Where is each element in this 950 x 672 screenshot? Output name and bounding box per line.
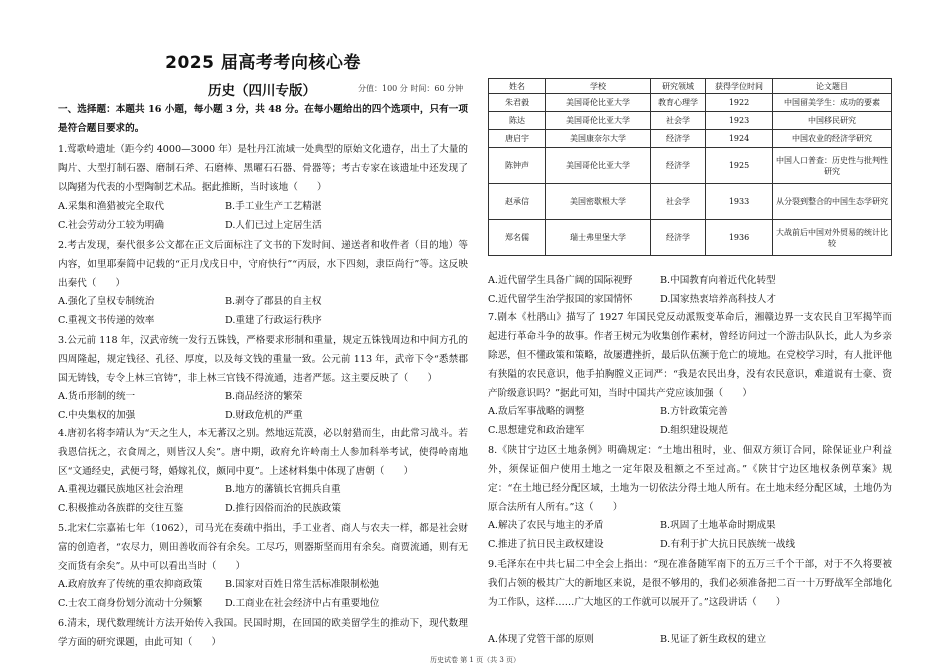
- table-row: [489, 130, 892, 148]
- q5-option-c: C.士农工商身份划分流动十分频繁: [58, 598, 203, 609]
- table-cell: 陈钟声: [489, 148, 546, 184]
- table-cell: 中国农业的经济学研究: [773, 130, 892, 148]
- table-row: [489, 184, 892, 220]
- table-row: [489, 148, 892, 184]
- q4-option-a: A.重视边疆民族地区社会治理: [58, 484, 184, 495]
- table-cell: 1925: [706, 148, 773, 184]
- q6-option-d: D.国家热衷培养高科技人才: [660, 294, 776, 305]
- q6-option-c: C.近代留学生治学报国的家国情怀: [488, 294, 633, 305]
- q4-option-b: B.地方的藩镇长官拥兵自重: [225, 484, 341, 495]
- table-header-row: [489, 79, 892, 94]
- table-cell: 1924: [706, 130, 773, 148]
- exam-title: 2025 届高考考向核心卷: [165, 53, 361, 73]
- score-info: 分值：100 分 时间：60 分钟: [358, 84, 464, 93]
- question-5-stem: 5.北宋仁宗嘉祐七年（1062），司马光在奏疏中指出，手工业者、商人与农夫一样，都是社会财富的创造者，“农尽力，则田善收而谷有余矣。工尽巧，则器斯坚而用有余矣。商贾流通，则有无交而货有余矣”。从中可以看出当时（ ）: [58, 523, 468, 572]
- q2-option-a: A.强化了皇权专制统治: [58, 296, 155, 307]
- table-row: [489, 220, 892, 256]
- table-cell: 1923: [706, 112, 773, 130]
- question-8-stem: 8.《陕甘宁边区土地条例》明确规定：“土地出租时，业、佃双方须订合同，除保证业户利益外，须保证佃户使用土地之一定年限及租额之不至过高。”《陕甘宁边区地权条例草案》规定：“在土地已经分配区域，土地为一切依法分得土地人所有。在土地未经分配区域，土地仍为原合法所有人所有。”这（ ）: [488, 445, 892, 513]
- q2-option-c: C.重视文书传递的效率: [58, 315, 155, 326]
- q7-option-c: C.思想建党和政治建军: [488, 425, 585, 436]
- q8-option-a: A.解决了农民与地主的矛盾: [488, 520, 604, 531]
- table-cell: 大战前后中国对外贸易的统计比较: [773, 220, 892, 256]
- q6-option-a: A.近代留学生具备广阔的国际视野: [488, 275, 633, 286]
- q3-option-c: C.中央集权的加强: [58, 410, 136, 421]
- question-2-stem: 2.考古发现，秦代很多公文都在正文后面标注了文书的下发时间、递送者和收件者（目的地）等内容，如里耶秦简中记载的“正月戊戌日中，守府快行”“丙辰，水下四刻，隶臣尚行”等。这反映出秦代（ ）: [58, 240, 468, 289]
- question-6-stem: 6.清末，现代数理统计方法开始传入我国。民国时期，在回国的欧美留学生的推动下，现代数理学方面的研究课题，由此可知（ ）: [58, 618, 468, 648]
- table-cell: 瑞士弗里堡大学: [546, 220, 651, 256]
- table-cell: 1936: [706, 220, 773, 256]
- question-1-stem: 1.莺歌岭遗址（距今约 4000—3000 年）是牡丹江流域一处典型的原始文化遗存，出土了大量的陶片、大型打制石器、磨制石斧、石磨棒、黑曜石石器、骨器等；考古专家在该遗址中还发现了以陶猪为代表的小型陶制艺术品。据此推断，当时该地（ ）: [58, 144, 468, 193]
- table-cell: 朱君毅: [489, 94, 546, 112]
- table-cell: 1922: [706, 94, 773, 112]
- q6-option-b: B.中国教育向着近代化转型: [660, 275, 776, 286]
- table-header-cell: 论文题目: [773, 79, 892, 94]
- q9-option-b: B.见证了新生政权的建立: [660, 634, 767, 645]
- q8-option-c: C.推进了抗日民主政权建设: [488, 539, 604, 550]
- q2-option-d: D.重建了行政运行秩序: [225, 315, 322, 326]
- table-header-cell: 研究领域: [651, 79, 706, 94]
- exam-subtitle: 历史（四川专版）: [208, 83, 316, 99]
- table-cell: 美国哥伦比亚大学: [546, 94, 651, 112]
- q1-option-a: A.采集和渔猎被完全取代: [58, 201, 164, 212]
- table-cell: 中国移民研究: [773, 112, 892, 130]
- q4-option-c: C.积极推动各族群的交往互鉴: [58, 503, 184, 514]
- table-header-cell: 获得学位时间: [706, 79, 773, 94]
- q3-option-b: B.商品经济的繁荣: [225, 391, 303, 402]
- table-cell: 从分裂到整合的中国生态学研究: [773, 184, 892, 220]
- table-cell: 经济学: [651, 220, 706, 256]
- table-cell: 社会学: [651, 112, 706, 130]
- table-cell: 经济学: [651, 148, 706, 184]
- question-7-stem: 7.剧本《杜鹃山》描写了 1927 年国民党反动派叛变革命后，湘赣边界一支农民自卫军揭竿而起进行革命斗争的故事。作者王树元为收集创作素材，曾经访问过一个游击队队长，此人为乡亲除恶，但不懂政策和策略，故屡遭挫折，最后队伍濒于危亡的境地。在党校学习时，有人批评他有狭隘的农民意识，他手拍胸膛义正词严：“我是农民出身，没有农民意识，难道说有士豪、资产阶级意识吗？”据此可知，当时中国共产党应该加强（ ）: [488, 312, 892, 399]
- page-footer: 历史试卷 第 1 页（共 3 页）: [429, 656, 521, 664]
- table-cell: 美国密歇根大学: [546, 184, 651, 220]
- q5-option-d: D.工商业在社会经济中占有重要地位: [225, 598, 380, 609]
- q2-option-b: B.剥夺了郡县的自主权: [225, 296, 322, 307]
- table-cell: 中国人口普查：历史性与批判性研究: [773, 148, 892, 184]
- q8-option-d: D.有利于扩大抗日民族统一战线: [660, 539, 796, 550]
- table-cell: 美国康奈尔大学: [546, 130, 651, 148]
- table-cell: 陈达: [489, 112, 546, 130]
- table-cell: 社会学: [651, 184, 706, 220]
- question-9-stem: 9.毛泽东在中共七届二中全会上指出：“现在准备随军南下的五万三千个干部，对于不久将要被我们占领的极其广大的新地区来说，是很不够用的，我们必须准备把二百一十万野战军全部地化为工作队，这样……广大地区的工作就可以展开了。”这段讲话（ ）: [488, 559, 892, 608]
- q1-option-c: C.社会劳动分工较为明确: [58, 220, 164, 231]
- q1-option-d: D.人们已过上定居生活: [225, 220, 322, 231]
- table-cell: 郑名儒: [489, 220, 546, 256]
- table-header-cell: 学校: [546, 79, 651, 94]
- table-cell: 教育心理学: [651, 94, 706, 112]
- table-cell: 美国哥伦比亚大学: [546, 148, 651, 184]
- q7-option-d: D.组织建设规范: [660, 425, 728, 436]
- q3-option-d: D.财政危机的严重: [225, 410, 303, 421]
- q4-option-d: D.推行因俗而治的民族政策: [225, 503, 341, 514]
- q9-option-a: A.体现了党管干部的原则: [488, 634, 594, 645]
- q5-option-b: B.国家对百姓日常生活标准限制松弛: [225, 579, 380, 590]
- q5-option-a: A.政府放弃了传统的重农抑商政策: [58, 579, 203, 590]
- table-cell: 美国哥伦比亚大学: [546, 112, 651, 130]
- table-cell: 中国留美学生：成功的要素: [773, 94, 892, 112]
- q7-option-a: A.敌后军事战略的调整: [488, 406, 585, 417]
- table-row: [489, 112, 892, 130]
- section-heading: 一、选择题：本题共 16 小题，每小题 3 分，共 48 分。在每小题给出的四个选项中，只有一项是符合题目要求的。: [58, 104, 468, 134]
- table-cell: 1933: [706, 184, 773, 220]
- q3-option-a: A.货币形制的统一: [58, 391, 136, 402]
- table-cell: 赵承信: [489, 184, 546, 220]
- q1-option-b: B.手工业生产工艺精湛: [225, 201, 322, 212]
- question-3-stem: 3.公元前 118 年，汉武帝统一发行五铢钱，严格要求形制和重量，规定五铢钱周边和中间方孔的四周隆起，规定钱径、孔径、厚度，以及每文钱的重量一致。公元前 113 年，武帝下令“悉禁郡国无铸钱，专令上林三官铸”，非上林三官钱不得流通，违者严惩。这主要反映了（ ）: [58, 335, 468, 384]
- table-cell: 经济学: [651, 130, 706, 148]
- table-row: [489, 94, 892, 112]
- q6-table: [488, 78, 892, 256]
- table-header-cell: 姓名: [489, 79, 546, 94]
- q7-option-b: B.方针政策完善: [660, 406, 728, 417]
- table-cell: 唐启宇: [489, 130, 546, 148]
- q8-option-b: B.巩固了土地革命时期成果: [660, 520, 776, 531]
- question-4-stem: 4.唐初名将李靖认为“天之生人，本无蕃汉之别。然地远荒漠，必以射猎而生，由此常习战斗。若我恩信抚之，衣食周之，则皆汉人矣”。唐中期，政府允许岭南土人参加科举考试，使得岭南地区“文通经史，武便弓弩，婚嫁礼仪，颇同中夏”。上述材料集中体现了唐朝（ ）: [58, 428, 468, 477]
